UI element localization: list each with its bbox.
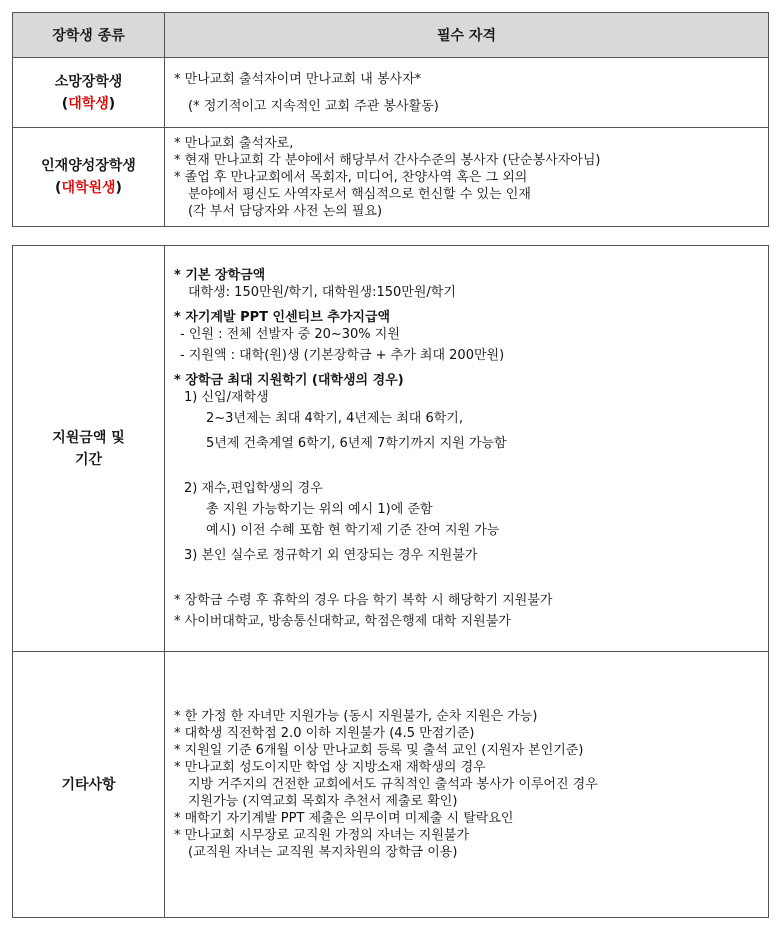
qualification-hope: [165, 58, 769, 128]
item2-title: 2) 재수,편입학생의 경우: [184, 481, 323, 496]
other-note-line: 지방 거주지의 건전한 교회에서도 규칙적인 출석과 봉사가 이루어진 경우: [188, 777, 598, 792]
qualification-line: (각 부서 담당자와 사전 논의 필요): [188, 203, 383, 219]
header-required-qualification: 필수 자격: [165, 13, 769, 58]
other-note-line: * 한 가정 한 자녀만 지원가능 (동시 지원불가, 순차 지원은 가능): [174, 709, 538, 724]
scholarship-type-name: 인재양성장학생: [41, 158, 136, 174]
table-row: [13, 246, 769, 652]
scholarship-type-sub: (대학원생): [55, 180, 122, 196]
qualification-line: * 만나교회 출석자이며 만나교회 내 봉사자*: [174, 71, 422, 87]
qualification-line: 분야에서 평신도 사역자로서 핵심적으로 헌신할 수 있는 인재: [188, 186, 531, 202]
qualification-line: * 만나교회 출석자로,: [174, 135, 294, 151]
qualification-talent: [165, 128, 769, 227]
support-amount-content: [165, 246, 769, 652]
qualification-table: [12, 12, 769, 227]
support-note: * 장학금 수령 후 휴학의 경우 다음 학기 복학 시 해당학기 지원불가: [174, 593, 553, 608]
qualification-line: * 졸업 후 만나교회에서 목회자, 미디어, 찬양사역 혹은 그 외의: [174, 169, 528, 185]
other-note-line: * 만나교회 성도이지만 학업 상 지방소재 재학생의 경우: [174, 760, 486, 775]
basic-amount-title: * 기본 장학금액: [174, 268, 266, 283]
table-row: [13, 128, 769, 227]
other-note-line: * 매학기 자기계발 PPT 제출은 의무이며 미제출 시 탈락요인: [174, 811, 514, 826]
item1-title: 1) 신입/재학생: [184, 390, 269, 405]
scholarship-type-sub: (대학생): [61, 95, 116, 112]
ppt-incentive-line: - 지원액 : 대학(원)생 (기본장학금 + 추가 최대 200만원): [180, 348, 505, 363]
item2-line: 예시) 이전 수혜 포함 현 학기제 기준 잔여 지원 가능: [206, 523, 500, 538]
basic-amount-text: 대학생: 150만원/학기, 대학원생:150만원/학기: [188, 285, 456, 300]
ppt-incentive-title: * 자기계발 PPT 인센티브 추가지급액: [174, 310, 391, 325]
other-note-line: * 지원일 기준 6개월 이상 만나교회 등록 및 출석 교인 (지원자 본인기준): [174, 743, 584, 758]
ppt-incentive-line: - 인원 : 전체 선발자 중 20~30% 지원: [180, 327, 400, 342]
scholarship-type-name: 소망장학생: [54, 73, 123, 90]
other-note-line: (교직원 자녀는 교직원 복지차원의 장학금 이용): [188, 845, 458, 860]
support-note: * 사이버대학교, 방송통신대학교, 학점은행제 대학 지원불가: [174, 614, 511, 629]
item3-line: 3) 본인 실수로 정규학기 외 연장되는 경우 지원불가: [184, 548, 478, 563]
item2-line: 총 지원 가능학기는 위의 예시 1)에 준함: [206, 502, 433, 517]
other-notes-label: 기타사항: [13, 652, 165, 918]
item1-line: 5년제 건축계열 6학기, 6년제 7학기까지 지원 가능함: [206, 436, 507, 451]
other-notes-content: [165, 652, 769, 918]
table-header-row: [13, 13, 769, 58]
scholarship-type-talent: [13, 128, 165, 227]
table-row: [13, 58, 769, 128]
max-semester-title: * 장학금 최대 지원학기 (대학생의 경우): [174, 373, 404, 388]
support-table: [12, 245, 769, 918]
support-amount-label: 지원금액 및 기간: [13, 246, 165, 652]
qualification-line: * 현재 만나교회 각 분야에서 해당부서 간사수준의 봉사자 (단순봉사자아님): [174, 152, 601, 168]
item1-line: 2~3년제는 최대 4학기, 4년제는 최대 6학기,: [206, 411, 463, 426]
scholarship-type-hope: [13, 58, 165, 128]
other-note-line: * 만나교회 시무장로 교직원 가정의 자녀는 지원불가: [174, 828, 470, 843]
qualification-line: (* 정기적이고 지속적인 교회 주관 봉사활동): [188, 98, 439, 114]
table-row: [13, 652, 769, 918]
other-note-line: 지원가능 (지역교회 목회자 추천서 제출로 확인): [188, 794, 458, 809]
header-scholarship-type: 장학생 종류: [13, 13, 165, 58]
other-note-line: * 대학생 직전학점 2.0 이하 지원불가 (4.5 만점기준): [174, 726, 475, 741]
